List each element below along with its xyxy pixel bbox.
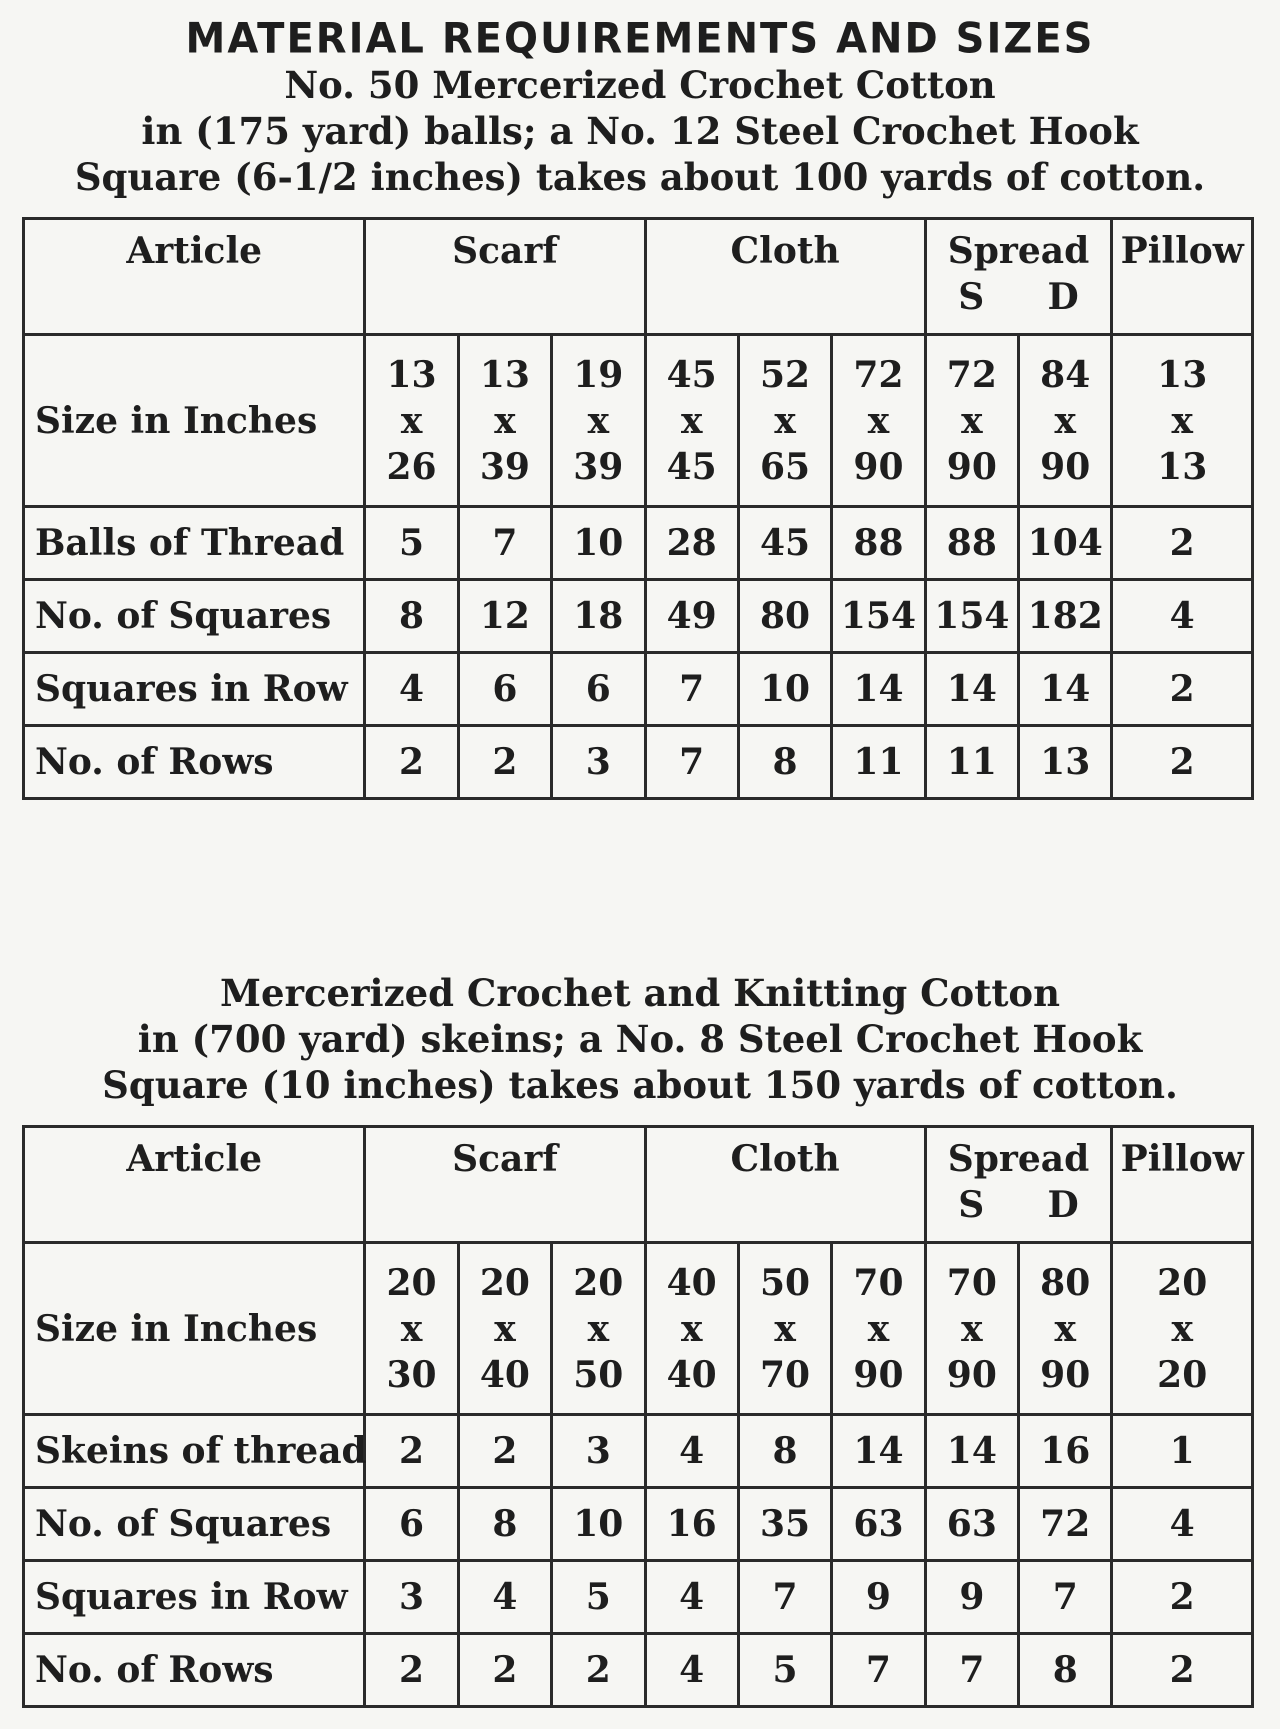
size-part: 20 [573,1261,624,1304]
table-cell: 49 [645,580,738,653]
header-spread [925,219,1112,335]
table-cell: 14 [1019,653,1112,726]
table-cell: 8 [365,580,458,653]
size-part: 45 [666,353,717,396]
table-row [24,580,1253,653]
size-cell [458,335,551,507]
table-cell: 1 [1112,1415,1253,1488]
size-cell [738,335,831,507]
size-part: 70 [946,1261,997,1304]
size-cell [645,335,738,507]
table-cell: 14 [925,653,1018,726]
row-label: Size in Inches [24,335,365,507]
header-scarf: Scarf [365,1127,645,1243]
size-part: x [1171,1307,1193,1350]
row-label: No. of Rows [24,1634,365,1707]
size-part: 90 [1040,1353,1091,1396]
table-cell: 4 [365,653,458,726]
size-cell [645,1243,738,1415]
size-part: 70 [760,1353,811,1396]
table-cell: 4 [1112,580,1253,653]
row-label: No. of Squares [24,580,365,653]
table-cell: 6 [552,653,645,726]
size-part: x [867,399,890,442]
table-cell: 28 [645,507,738,580]
size-part: 72 [853,353,904,396]
header-pillow: Pillow [1112,219,1253,335]
table-cell: 88 [832,507,925,580]
table-cell: 3 [552,1415,645,1488]
page-title: MATERIAL REQUIREMENTS AND SIZES [185,14,1095,64]
table-row [24,653,1253,726]
table-cell: 14 [925,1415,1018,1488]
table-cell: 4 [645,1415,738,1488]
table-cell: 2 [1112,507,1253,580]
table-cell: 80 [738,580,831,653]
size-part: 40 [666,1261,717,1304]
table-cell: 10 [738,653,831,726]
size-part: 52 [760,353,811,396]
size-part: 80 [1040,1261,1091,1304]
table-cell: 7 [832,1634,925,1707]
size-part: 90 [1040,445,1091,488]
table-cell: 4 [458,1561,551,1634]
size-part: 90 [946,445,997,488]
table-cell: 88 [925,507,1018,580]
table-cell: 8 [1019,1634,1112,1707]
table-cell: 7 [925,1634,1018,1707]
size-part: 40 [479,1353,530,1396]
header-spread-s: S [958,1184,985,1226]
table-cell: 12 [458,580,551,653]
size-part: x [774,1307,796,1350]
table-cell: 2 [458,1634,551,1707]
requirements-table-1 [22,217,1254,800]
section-2-intro [0,970,1280,1108]
header-spread-label: Spread [947,230,1090,272]
table-cell: 9 [925,1561,1018,1634]
intro-line: Square (10 inches) takes about 150 yards of cotton. [102,1063,1178,1107]
table-cell: 2 [365,726,458,799]
table-cell: 4 [645,1634,738,1707]
table-cell: 35 [738,1488,831,1561]
table-cell: 2 [1112,1634,1253,1707]
size-cell [832,335,925,507]
table-cell: 2 [458,1415,551,1488]
size-part: x [400,1307,423,1350]
size-cell [832,1243,925,1415]
size-part: 20 [1157,1353,1208,1396]
size-part: 30 [386,1353,437,1396]
table-header-row [24,1127,1253,1243]
table-cell: 5 [738,1634,831,1707]
table-cell: 4 [645,1561,738,1634]
size-cell [1019,335,1112,507]
header-cloth: Cloth [645,1127,925,1243]
size-part: 13 [1157,445,1208,488]
size-cell [1112,1243,1253,1415]
size-part: 50 [573,1353,624,1396]
table-cell: 9 [832,1561,925,1634]
header-spread-d: D [1047,276,1079,318]
size-part: x [587,399,610,442]
size-cell [552,335,645,507]
size-part: 72 [946,353,997,396]
intro-line: No. 50 Mercerized Crochet Cotton [284,63,996,107]
row-label: Squares in Row [24,1561,365,1634]
size-part: 13 [386,353,437,396]
size-part: 50 [760,1261,811,1304]
size-part: 70 [853,1261,904,1304]
size-part: x [1054,1307,1076,1350]
size-cell [365,335,458,507]
table-row [24,335,1253,507]
size-part: x [680,399,703,442]
header-spread [925,1127,1112,1243]
table-row [24,1634,1253,1707]
table-cell: 4 [1112,1488,1253,1561]
size-part: 45 [666,445,717,488]
row-label: Balls of Thread [24,507,365,580]
table-cell: 5 [552,1561,645,1634]
size-part: x [680,1307,703,1350]
table-cell: 2 [552,1634,645,1707]
table-cell: 11 [832,726,925,799]
size-part: 20 [1157,1261,1208,1304]
row-label: No. of Squares [24,1488,365,1561]
intro-line: Square (6-1/2 inches) takes about 100 yards of cotton. [74,155,1206,199]
table-cell: 5 [365,507,458,580]
header-spread-s: S [958,276,985,318]
table-row [24,1488,1253,1561]
header-cloth: Cloth [645,219,925,335]
table-cell: 2 [365,1634,458,1707]
size-part: x [400,399,423,442]
table-cell: 7 [645,726,738,799]
size-part: 40 [666,1353,717,1396]
table-cell: 7 [458,507,551,580]
table-cell: 63 [832,1488,925,1561]
size-cell [925,1243,1018,1415]
size-cell [1112,335,1253,507]
size-cell [552,1243,645,1415]
table-cell: 154 [832,580,925,653]
size-part: x [494,399,516,442]
table-row [24,1415,1253,1488]
header-pillow: Pillow [1112,1127,1253,1243]
table-cell: 10 [552,1488,645,1561]
header-spread-sub [927,274,1111,320]
size-part: 90 [853,445,904,488]
table-cell: 7 [1019,1561,1112,1634]
table-cell: 2 [1112,653,1253,726]
size-part: 39 [573,445,624,488]
table-header-row [24,219,1253,335]
header-spread-label: Spread [947,1138,1090,1180]
table-cell: 72 [1019,1488,1112,1561]
size-cell [1019,1243,1112,1415]
table-row [24,507,1253,580]
size-cell [365,1243,458,1415]
table-cell: 13 [1019,726,1112,799]
size-cell [738,1243,831,1415]
table-cell: 8 [458,1488,551,1561]
table-cell: 154 [925,580,1018,653]
size-part: 20 [386,1261,437,1304]
table-cell: 2 [1112,726,1253,799]
size-cell [925,335,1018,507]
header-article: Article [24,1127,365,1243]
table-cell: 104 [1019,507,1112,580]
size-part: 26 [386,445,437,488]
size-part: 20 [479,1261,530,1304]
table-cell: 11 [925,726,1018,799]
size-cell [458,1243,551,1415]
table-cell: 14 [832,653,925,726]
table-cell: 3 [365,1561,458,1634]
table-cell: 6 [365,1488,458,1561]
header-article: Article [24,219,365,335]
size-part: x [1054,399,1076,442]
table-cell: 7 [738,1561,831,1634]
table-cell: 8 [738,726,831,799]
table-row [24,726,1253,799]
row-label: Skeins of thread [24,1415,365,1488]
row-label: Size in Inches [24,1243,365,1415]
intro-line: Mercerized Crochet and Knitting Cotton [220,971,1060,1015]
size-part: x [494,1307,516,1350]
size-part: 84 [1040,353,1091,396]
size-part: 39 [479,445,530,488]
table-cell: 8 [738,1415,831,1488]
table-cell: 7 [645,653,738,726]
size-part: 13 [479,353,530,396]
size-part: 19 [573,353,624,396]
size-part: 90 [946,1353,997,1396]
row-label: No. of Rows [24,726,365,799]
table-cell: 63 [925,1488,1018,1561]
size-part: 65 [760,445,811,488]
table-cell: 14 [832,1415,925,1488]
header-scarf: Scarf [365,219,645,335]
header-spread-sub [927,1182,1111,1228]
table-cell: 182 [1019,580,1112,653]
table-row [24,1561,1253,1634]
header-spread-d: D [1047,1184,1079,1226]
section-1-intro [0,62,1280,200]
size-part: 13 [1157,353,1208,396]
table-cell: 2 [1112,1561,1253,1634]
requirements-table-2 [22,1125,1254,1708]
table-cell: 45 [738,507,831,580]
size-part: x [587,1307,610,1350]
table-row [24,1243,1253,1415]
size-part: x [1171,399,1193,442]
table-cell: 2 [365,1415,458,1488]
size-part: x [867,1307,890,1350]
size-part: x [961,399,983,442]
table-cell: 2 [458,726,551,799]
size-part: x [774,399,796,442]
table-cell: 6 [458,653,551,726]
table-cell: 3 [552,726,645,799]
table-cell: 18 [552,580,645,653]
table-cell: 10 [552,507,645,580]
size-part: 90 [853,1353,904,1396]
intro-line: in (175 yard) balls; a No. 12 Steel Crochet Hook [141,109,1139,153]
table-cell: 16 [645,1488,738,1561]
size-part: x [961,1307,983,1350]
row-label: Squares in Row [24,653,365,726]
table-cell: 16 [1019,1415,1112,1488]
intro-line: in (700 yard) skeins; a No. 8 Steel Crochet Hook [137,1017,1143,1061]
